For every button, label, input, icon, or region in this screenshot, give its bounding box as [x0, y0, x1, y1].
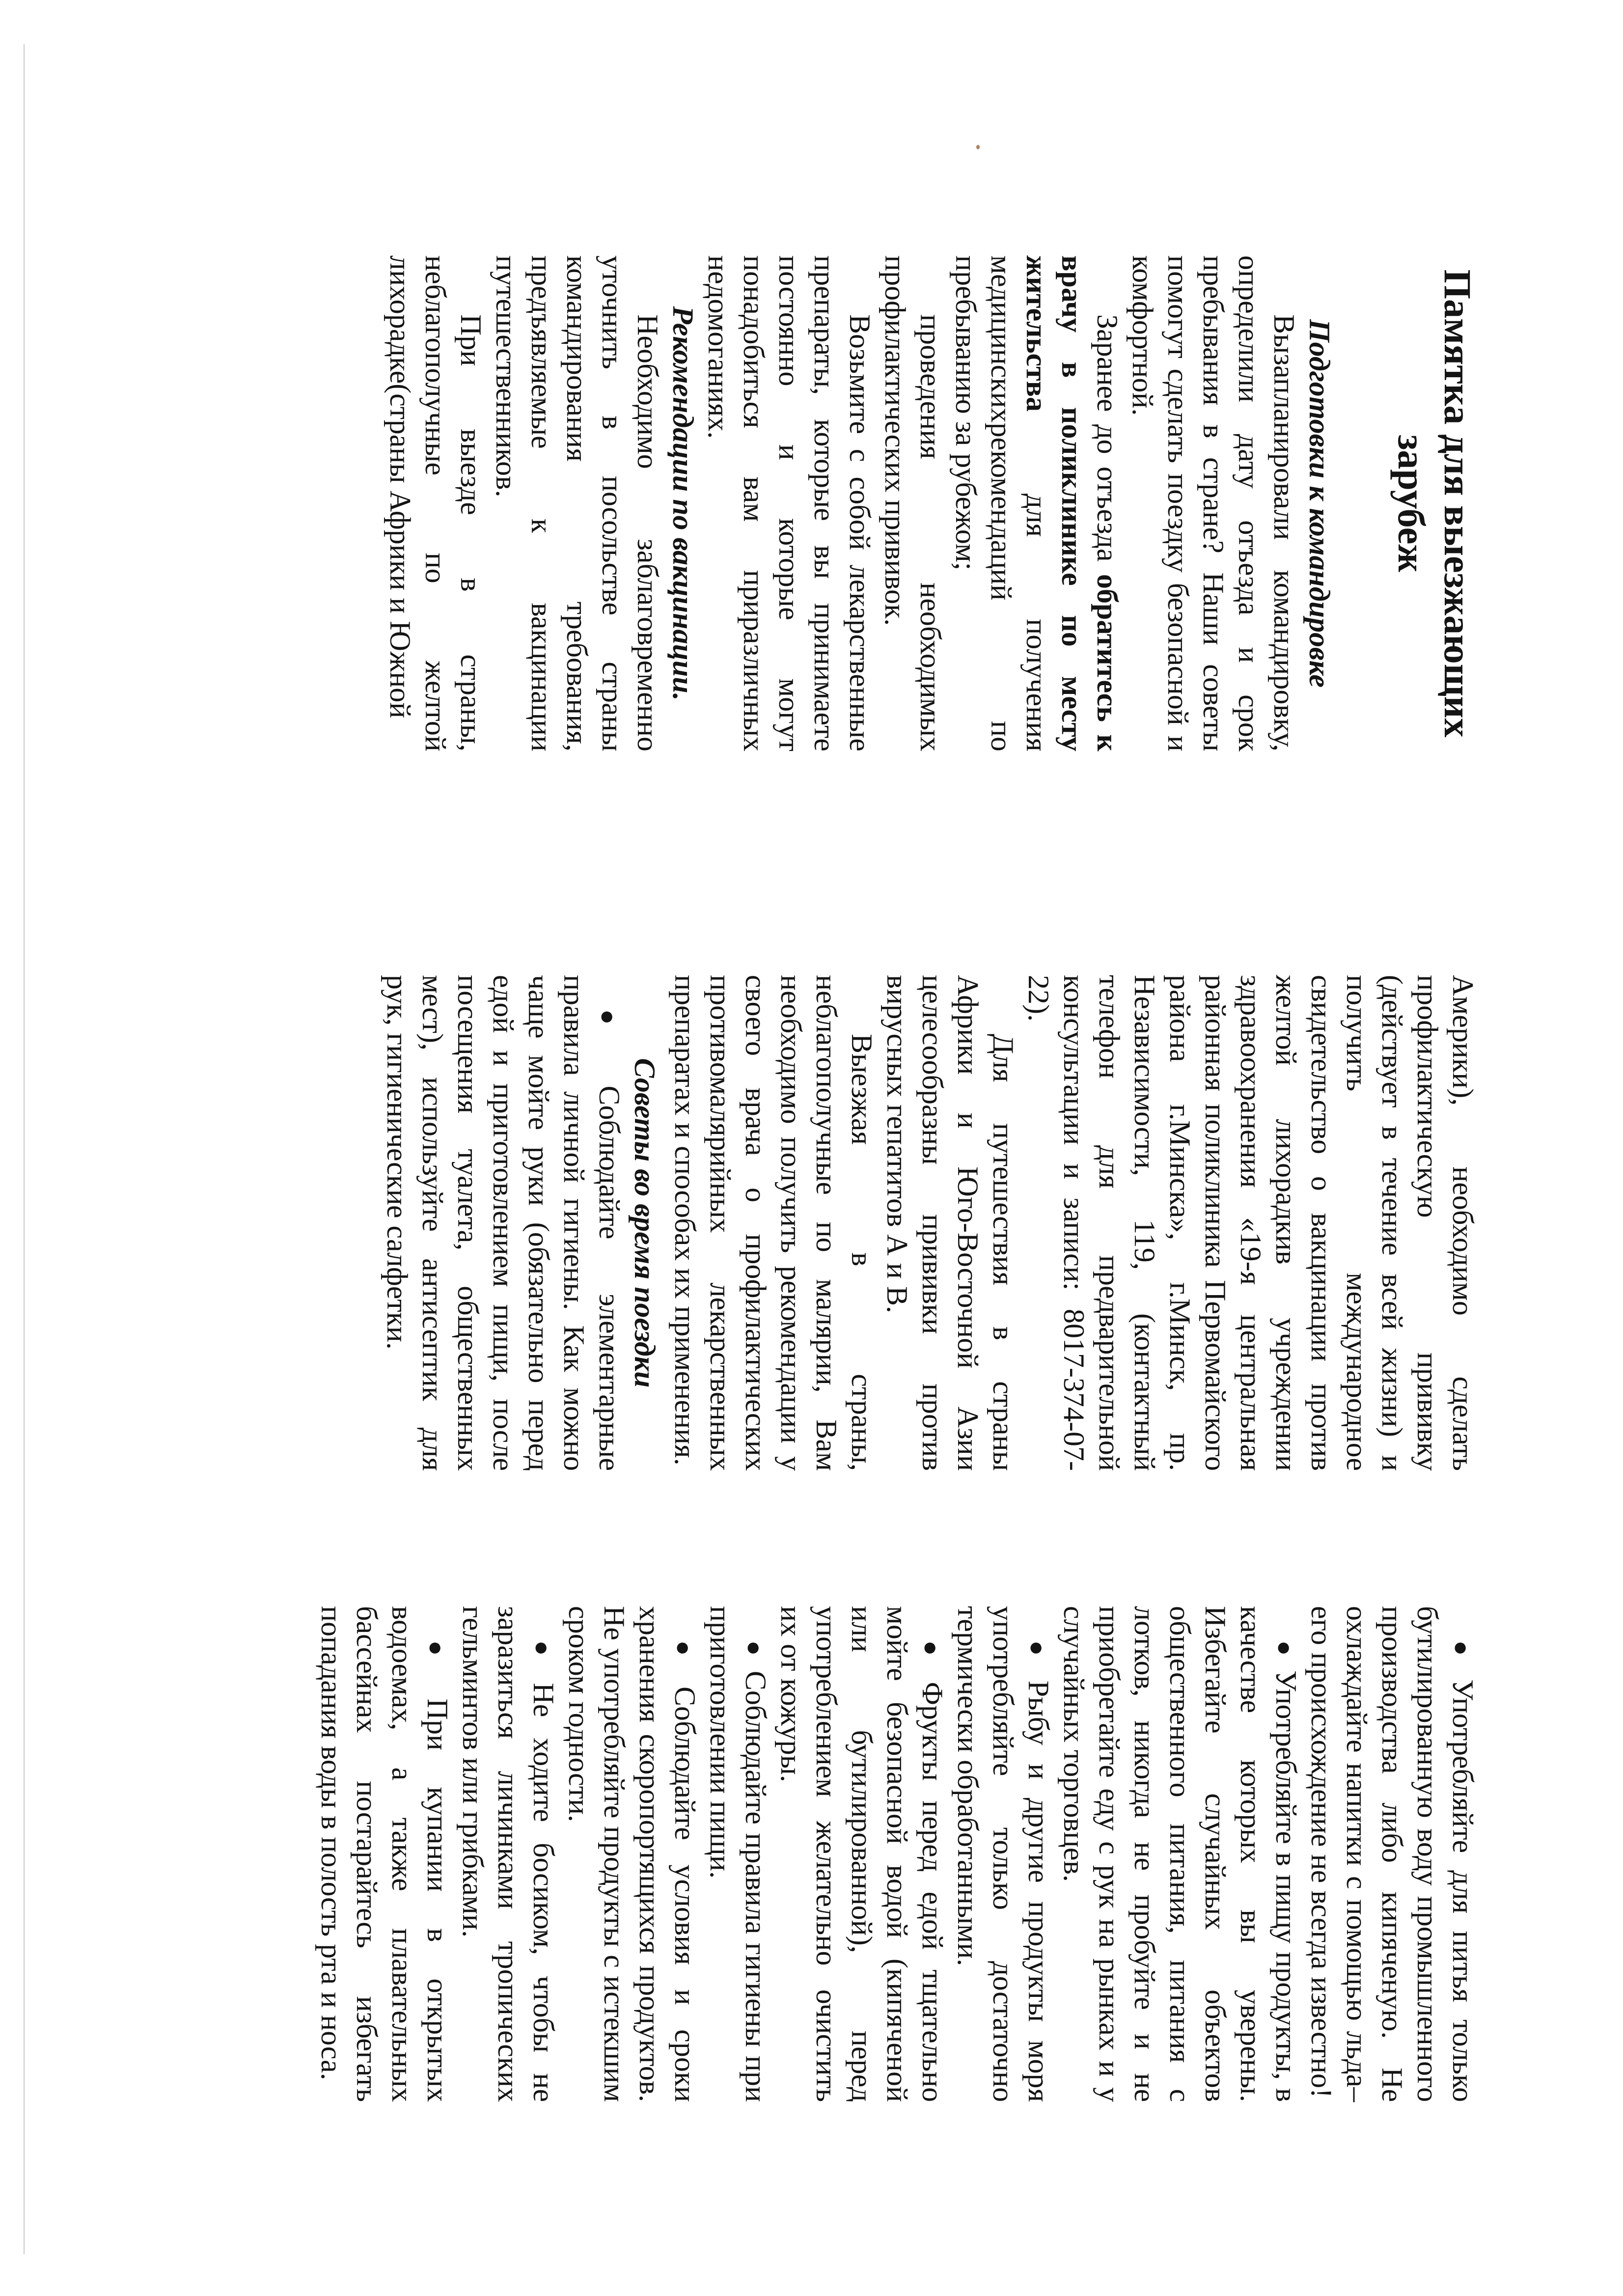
scan-speck	[976, 145, 980, 149]
section-heading-travel-tips: Советы во время поездки	[629, 1058, 661, 1388]
scan-edge-line	[24, 44, 25, 2254]
bullet-icon: ●	[1270, 1640, 1298, 1657]
tip-hygiene	[380, 975, 627, 1471]
tip-hygiene-text: Соблюдайте элементарные правила личной гигиены. Как можно чаще мойте руки (обязательно перед едой и приготовлением пищи, после посещения туалета, общественных мест), используйте антисептик для рук, гигиенические салфетки.	[381, 975, 626, 1471]
tip-text: Фрукты перед едой тщательно мойте безопасной водой (кипяченой или бутилированной), перед употреблением желательно очистить их от кожуры.	[775, 1606, 949, 2102]
bullet-icon: ●	[594, 1009, 622, 1072]
paragraph-see-doctor	[948, 255, 1125, 751]
bullet-icon: ●	[1447, 1640, 1475, 1666]
tip-text: Соблюдайте условия и сроки хранения скоропортящихся продуктов. Не употребляйте продукты с истекшим сроком годности.	[563, 1606, 701, 2102]
bullet-icon: ●	[1023, 1640, 1051, 1667]
section-heading-vaccination: Рекомендации по вакцинации.	[666, 306, 699, 701]
tip-water	[1304, 1606, 1481, 2102]
paragraph-yellow-fever-start: При выезде в страны, неблагополучные по желтой лихорадке(страны Африки и Южной	[384, 255, 487, 751]
paragraph-medicines: Возьмите с собой лекарственные препараты, которые вы принимаете постоянно и которые могут понадобиться вам приразличных недомоганиях.	[702, 255, 876, 751]
doctor-text-before: Заранее до отъезда	[1091, 314, 1124, 574]
paragraph-hepatitis: Для путешествия в страны Африки и Юго-Восточной Азии целесообразны прививки против вирусных гепатитов А и В.	[881, 975, 1019, 1471]
paragraph-planning: Вызапланировали командировку, определили дату отъезда и срок пребывания в стране? Наши советы помогут сделать поездку безопасной и комфортной.	[1126, 255, 1300, 751]
tip-text: Соблюдайте правила гигиены при приготовлении пищи.	[704, 1606, 772, 2102]
tip-text: При купании в открытых водоемах, а также плавательных бассейнах постарайтесь избегать попадания воды в полость рта и носа.	[315, 1606, 454, 2102]
bullet-icon: ●	[917, 1640, 945, 1668]
tip-swimming	[314, 1606, 455, 2102]
leaflet-column-1	[383, 255, 1481, 751]
doctor-text-after: для получения медицинскихрекомендаций по пребыванию за рубежом;	[949, 255, 1053, 751]
tip-food	[1056, 1606, 1304, 2102]
tip-fruit	[773, 1606, 950, 2102]
leaflet-title: Памятка для выезжающих зарубеж	[1390, 269, 1479, 738]
tip-seafood	[950, 1606, 1056, 2102]
bullet-icon: ●	[669, 1640, 697, 1673]
tip-text: Употребляйте в пищу продукты, в качестве которых вы уверены. Избегайте случайных объектов общественного питания, питания с лотков, никогда не пробуйте и не приобретайте еду с рук на рынках и у случайных торговцев.	[1058, 1606, 1302, 2102]
leaflet-column-2	[380, 975, 1481, 1471]
paragraph-vaccinations: проведения необходимых профилактических прививок.	[879, 255, 947, 751]
bullet-icon: ●	[422, 1640, 450, 1685]
bullet-icon: ●	[740, 1640, 768, 1657]
tip-text: Употребляйте для питья только бутилированную воду промышленного производства либо кипяченую. Не охлаждайте напитки с помощью льда– его происхождение не всегда известно!	[1305, 1606, 1479, 2102]
tip-text: Рыбу и другие продукты моря употребляйте только достаточно термически обработанными.	[952, 1606, 1055, 2102]
tip-cooking-hygiene	[703, 1606, 773, 2102]
doctor-text-bold: обратитесь к врачу в поликлинике по месту жительства	[1020, 255, 1124, 751]
section-heading-preparation: Подготовки к командировке	[1303, 319, 1336, 688]
tip-text: Не ходите босиком, чтобы не заразиться личинками тропических гельминтов или грибками.	[457, 1606, 560, 2102]
tip-storage	[561, 1606, 703, 2102]
paragraph-embassy: Необходимо заблаговременно уточнить в посольстве страны командирования требования, предъявляемые к вакцинации путешественников.	[490, 255, 664, 751]
tip-barefoot	[455, 1606, 561, 2102]
leaflet-column-3	[314, 1606, 1481, 2102]
paragraph-malaria: Выезжая в страны, неблагополучные по малярии, Вам необходимо получить рекомендации у своего врача о профилактических противомалярийных лекарственных препаратах и способах их применения.	[669, 975, 878, 1471]
bullet-icon: ●	[528, 1640, 556, 1669]
paragraph-yellow-fever-cont: Америки), необходимо сделать профилактическую прививку (действует в течение всей жизни) и получить международное свидетельство о вакцинации против желтой лихорадкив учреждении здравоохранения «19-я центральная районная поликлиника Первомайского района г.Минска», г.Минск, пр. Независимости, 119, (контактный телефон для предварительной консультации и записи: 8017-374-07-22).	[1022, 975, 1479, 1471]
